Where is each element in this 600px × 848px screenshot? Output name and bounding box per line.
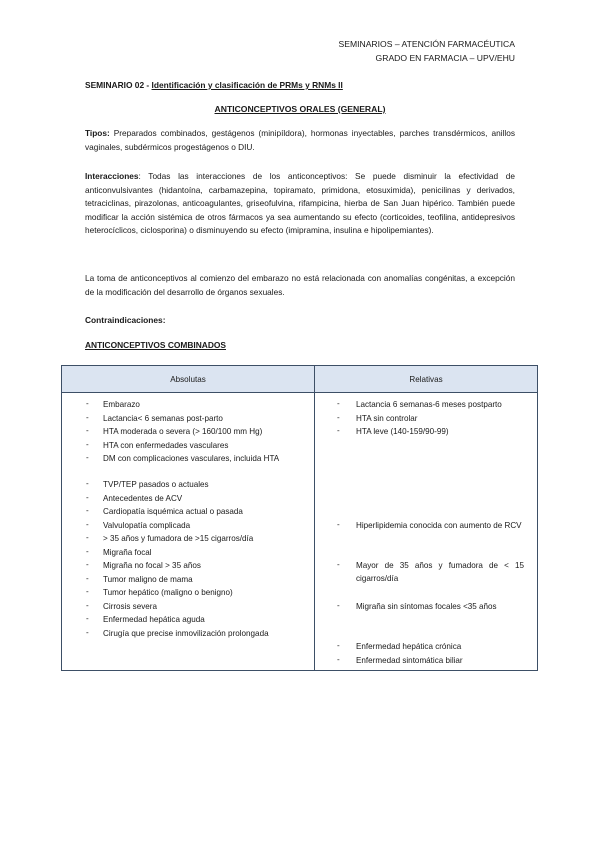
- bullet-dash: -: [86, 439, 89, 449]
- absolutas-item: Enfermedad hepática aguda: [103, 615, 205, 624]
- absolutas-item: DM con complicaciones vasculares, incluida HTA: [103, 454, 280, 463]
- absolutas-item: HTA con enfermedades vasculares: [103, 440, 229, 450]
- absolutas-item: HTA moderada o severa (> 160/100 mm Hg): [103, 427, 263, 436]
- combined-title: ANTICONCEPTIVOS COMBINADOS: [85, 340, 226, 350]
- section-title: ANTICONCEPTIVOS ORALES (GENERAL): [214, 104, 386, 114]
- header-line-1: SEMINARIOS – ATENCIÓN FARMACÉUTICA: [338, 39, 515, 49]
- bullet-dash: -: [86, 627, 89, 637]
- running-header: [338, 37, 515, 65]
- bullet-dash: -: [86, 412, 89, 422]
- absolutas-item: > 35 años y fumadora de >15 cigarros/día: [103, 534, 254, 543]
- relativas-item: Mayor de 35 años y fumadora de < 15 cigarros/día: [356, 561, 524, 583]
- bullet-dash: -: [86, 560, 89, 569]
- bullet-dash: -: [86, 573, 89, 583]
- seminar-heading: [85, 80, 343, 90]
- relativas-item: Migraña sin síntomas focales <35 años: [356, 601, 497, 611]
- relativas-cell: [315, 393, 538, 671]
- tipos-text: Preparados combinados, gestágenos (minipíldora), hormonas inyectables, parches transdérmicos, anillos vaginales, subdérmicos progestágenos o DIU.: [85, 128, 515, 152]
- bullet-dash: -: [86, 533, 89, 542]
- absolutas-item: Embarazo: [103, 400, 140, 409]
- tipos-paragraph: [85, 127, 515, 154]
- seminar-number: SEMINARIO 02 -: [85, 80, 152, 90]
- absolutas-item: Valvulopatía complicada: [103, 520, 191, 530]
- relativas-item: HTA sin controlar: [356, 413, 418, 423]
- interacciones-text: : Todas las interacciones de los anticonceptivos: Se puede disminuir la efectividad de anticonvulsivantes (hidantoína, carbamazepina, topiramato, primidona, etosuximida), penicilinas y derivados, tetraciclinas, pirazolonas, anticoagulantes, griseofulvina, rifampicina, hierba de San Juan hipérico. También puede modificar la acción sistémica de otros fármacos ya sea aumentando su efecto (corticoides, teofilina, antidepresivos heterocíclicos, ciclosporina) o disminuyendo su efecto (imipramina, insulina e hipolipemiantes).: [85, 171, 515, 235]
- bullet-dash: -: [337, 600, 340, 610]
- bullet-dash: -: [86, 426, 89, 435]
- bullet-dash: -: [337, 654, 340, 664]
- tipos-label: Tipos:: [85, 128, 110, 138]
- interacciones-paragraph: [85, 170, 515, 238]
- absolutas-list: [62, 393, 314, 670]
- relativas-item: Enfermedad sintomática biliar: [356, 655, 463, 665]
- absolutas-item: Antecedentes de ACV: [103, 493, 183, 503]
- absolutas-item: Cardiopatía isquémica actual o pasada: [103, 507, 243, 516]
- absolutas-item: Migraña no focal > 35 años: [103, 561, 201, 570]
- relativas-item: Lactancia 6 semanas-6 meses postparto: [356, 400, 502, 409]
- header-absolutas: Absolutas: [62, 366, 315, 393]
- interacciones-label: Interacciones: [85, 171, 139, 181]
- relativas-item: Enfermedad hepática crónica: [356, 642, 462, 651]
- absolutas-item: Tumor hepático (maligno o benigno): [103, 588, 233, 597]
- bullet-dash: -: [86, 519, 89, 529]
- bullet-dash: -: [337, 426, 340, 435]
- bullet-dash: -: [86, 587, 89, 596]
- header-line-2: GRADO EN FARMACIA – UPV/EHU: [375, 53, 515, 63]
- bullet-dash: -: [86, 479, 89, 488]
- bullet-dash: -: [337, 560, 340, 569]
- bullet-dash: -: [337, 412, 340, 422]
- header-relativas: Relativas: [315, 366, 538, 393]
- absolutas-item: Cirugía que precise inmovilización prolongada: [103, 628, 269, 638]
- absolutas-cell: [62, 393, 315, 671]
- absolutas-item: Lactancia< 6 semanas post-parto: [103, 413, 223, 423]
- bullet-dash: -: [86, 546, 89, 556]
- contraindicaciones-label: Contraindicaciones:: [85, 315, 166, 325]
- bullet-dash: -: [86, 600, 89, 610]
- relativas-list: [315, 393, 537, 670]
- embarazo-paragraph: La toma de anticonceptivos al comienzo del embarazo no está relacionada con anomalías congénitas, a excepción de la modificación del desarrollo de órganos sexuales.: [85, 273, 515, 297]
- absolutas-item: TVP/TEP pasados o actuales: [103, 480, 209, 489]
- absolutas-item: Migraña focal: [103, 547, 152, 557]
- bullet-dash: -: [86, 453, 89, 462]
- bullet-dash: -: [337, 399, 340, 408]
- bullet-dash: -: [86, 614, 89, 623]
- relativas-item: Hiperlipidemia conocida con aumento de RCV: [356, 520, 522, 530]
- bullet-dash: -: [86, 506, 89, 515]
- relativas-item: HTA leve (140-159/90-99): [356, 427, 449, 436]
- contraindications-table: [61, 365, 538, 671]
- bullet-dash: -: [86, 492, 89, 502]
- absolutas-item: Cirrosis severa: [103, 601, 157, 611]
- bullet-dash: -: [337, 519, 340, 529]
- seminar-topic: Identificación y clasificación de PRMs y RNMs II: [151, 80, 343, 90]
- bullet-dash: -: [337, 641, 340, 650]
- bullet-dash: -: [86, 399, 89, 408]
- absolutas-item: Tumor maligno de mama: [103, 574, 193, 584]
